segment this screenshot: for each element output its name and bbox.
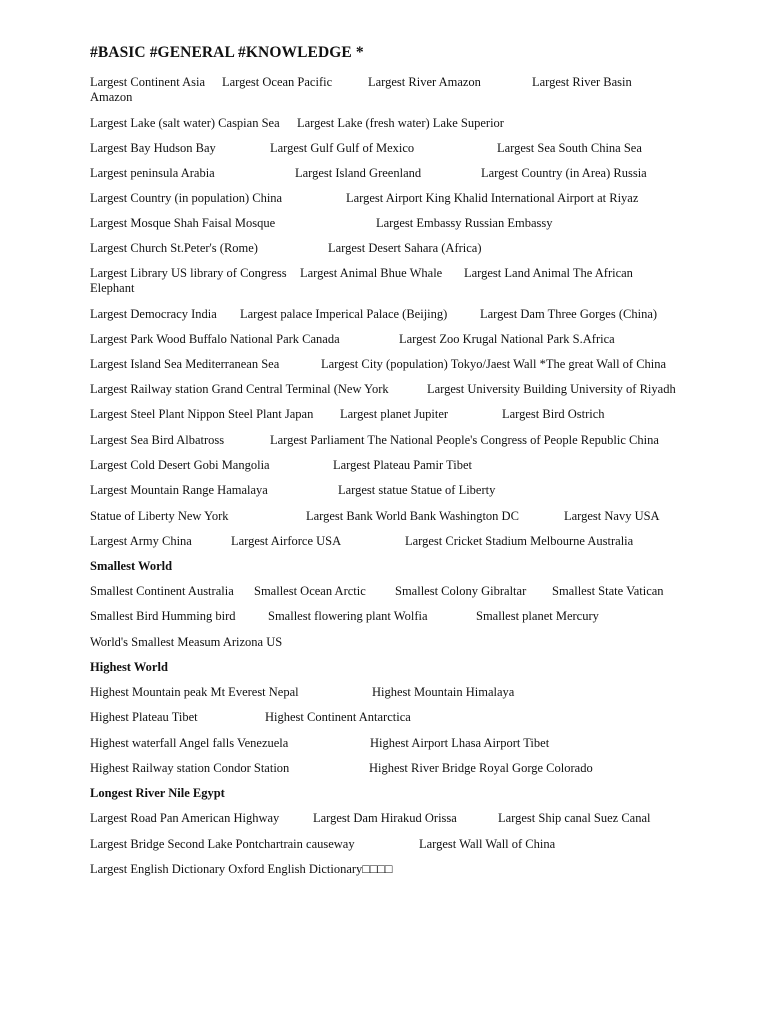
section-heading	[0, 557, 768, 575]
fact-item: Largest Army China	[90, 534, 192, 548]
fact-item: Largest Bird Ostrich	[502, 407, 605, 421]
fact-item: Largest Gulf Gulf of Mexico	[270, 141, 415, 155]
fact-item: Largest Bridge Second Lake Pontchartrain causeway	[90, 837, 355, 851]
fact-item: Largest palace Imperical Palace (Beijing)	[240, 307, 448, 321]
fact-item: Largest statue Statue of Liberty	[338, 483, 496, 497]
page-title: #BASIC #GENERAL #KNOWLEDGE *	[90, 44, 364, 61]
fact-row	[0, 683, 768, 701]
fact-item: Highest Continent Antarctica	[265, 710, 411, 724]
fact-item: Highest River Bridge Royal Gorge Colorado	[369, 761, 593, 775]
fact-item: Largest Dam Hirakud Orissa	[313, 811, 457, 825]
fact-item: Smallest Ocean Arctic	[254, 584, 366, 598]
fact-item: Largest Ocean Pacific	[222, 75, 333, 89]
fact-row	[0, 330, 768, 348]
fact-item: Largest Sea Bird Albatross	[90, 433, 225, 447]
fact-row	[0, 456, 768, 474]
fact-row	[0, 734, 768, 752]
fact-item: Smallest Bird Humming bird	[90, 609, 236, 623]
fact-item: Largest Bank World Bank Washington DC	[306, 509, 519, 523]
fact-row	[0, 214, 768, 232]
section-heading	[0, 784, 768, 802]
fact-item: Highest Plateau Tibet	[90, 710, 198, 724]
fact-row	[0, 507, 768, 525]
fact-item: Smallest Continent Australia	[90, 584, 234, 598]
fact-row	[0, 164, 768, 182]
fact-item: Largest Country (in population) China	[90, 191, 283, 205]
fact-item: Largest Steel Plant Nippon Steel Plant Japan	[90, 407, 314, 421]
section-heading-text: Smallest World	[90, 559, 173, 573]
fact-item: Largest Mosque Shah Faisal Mosque	[90, 216, 276, 230]
fact-item: Largest Desert Sahara (Africa)	[328, 241, 482, 255]
section-heading-text: Highest World	[90, 660, 168, 674]
fact-row	[0, 139, 768, 157]
fact-item: Largest Airforce USA	[231, 534, 342, 548]
wrapped-line	[0, 279, 768, 297]
fact-item: Largest River Basin	[532, 75, 632, 89]
fact-item: Largest Island Sea Mediterranean Sea	[90, 357, 280, 371]
fact-item: Largest Continent Asia	[90, 75, 206, 89]
fact-row	[0, 532, 768, 550]
fact-item: Largest Railway station Grand Central Terminal (New York	[90, 382, 389, 396]
fact-item: Highest Airport Lhasa Airport Tibet	[370, 736, 550, 750]
fact-row	[0, 355, 768, 373]
fact-row	[0, 809, 768, 827]
fact-item: Smallest planet Mercury	[476, 609, 599, 623]
fact-item: Largest Dam Three Gorges (China)	[480, 307, 658, 321]
fact-item: Largest Lake (fresh water) Lake Superior	[297, 116, 504, 130]
fact-item: Largest University Building University of Riyadh	[427, 382, 676, 396]
fact-row	[0, 405, 768, 423]
fact-item: Largest Navy USA	[564, 509, 660, 523]
fact-row	[0, 431, 768, 449]
fact-item: Largest Cricket Stadium Melbourne Australia	[405, 534, 634, 548]
fact-item: Largest Island Greenland	[295, 166, 422, 180]
fact-item: Largest Church St.Peter's (Rome)	[90, 241, 258, 255]
fact-item: Largest Bay Hudson Bay	[90, 141, 216, 155]
fact-item: Highest Railway station Condor Station	[90, 761, 290, 775]
fact-item: Largest Cold Desert Gobi Mangolia	[90, 458, 270, 472]
fact-item: Elephant	[90, 281, 135, 295]
fact-item: Largest Country (in Area) Russia	[481, 166, 647, 180]
fact-item: Smallest flowering plant Wolfia	[268, 609, 428, 623]
fact-row	[0, 582, 768, 600]
fact-row	[0, 759, 768, 777]
fact-item: World's Smallest Measum Arizona US	[90, 635, 283, 649]
fact-item: Largest Zoo Krugal National Park S.Africa	[399, 332, 615, 346]
fact-item: Largest Ship canal Suez Canal	[498, 811, 651, 825]
fact-item: Largest Animal Bhue Whale	[300, 266, 443, 280]
fact-item: Statue of Liberty New York	[90, 509, 229, 523]
fact-row	[0, 835, 768, 853]
fact-row	[0, 189, 768, 207]
fact-item: Largest Democracy India	[90, 307, 217, 321]
fact-item: Largest Land Animal The African	[464, 266, 633, 280]
fact-row	[0, 481, 768, 499]
fact-item: Largest planet Jupiter	[340, 407, 449, 421]
fact-item: Largest Airport King Khalid International Airport at Riyaz	[346, 191, 639, 205]
fact-item: Highest Mountain Himalaya	[372, 685, 515, 699]
fact-item: Largest Mountain Range Hamalaya	[90, 483, 268, 497]
fact-item: Largest Plateau Pamir Tibet	[333, 458, 472, 472]
fact-row	[0, 633, 768, 651]
section-heading	[0, 658, 768, 676]
fact-item: Largest City (population) Tokyo/Jaest Wall *The great Wall of China	[321, 357, 667, 371]
fact-item: Largest Park Wood Buffalo National Park Canada	[90, 332, 340, 346]
fact-item: Largest Library US library of Congress	[90, 266, 287, 280]
fact-item: Largest Parliament The National People's Congress of People Republic China	[270, 433, 659, 447]
fact-row	[0, 380, 768, 398]
fact-row	[0, 239, 768, 257]
fact-item: Largest Lake (salt water) Caspian Sea	[90, 116, 280, 130]
fact-row	[0, 305, 768, 323]
wrapped-line	[0, 88, 768, 106]
fact-item: Largest peninsula Arabia	[90, 166, 215, 180]
fact-row	[0, 607, 768, 625]
section-heading-text: Longest River Nile Egypt	[90, 786, 225, 800]
fact-item: Amazon	[90, 90, 133, 104]
fact-item: Largest Embassy Russian Embassy	[376, 216, 553, 230]
fact-item: Largest River Amazon	[368, 75, 481, 89]
fact-item: Smallest Colony Gibraltar	[395, 584, 527, 598]
fact-row	[0, 114, 768, 132]
fact-row	[0, 708, 768, 726]
fact-item: Largest English Dictionary Oxford English Dictionary□□□□	[90, 862, 393, 876]
fact-item: Largest Wall Wall of China	[419, 837, 556, 851]
fact-item: Largest Sea South China Sea	[497, 141, 642, 155]
fact-item: Smallest State Vatican	[552, 584, 664, 598]
fact-item: Highest Mountain peak Mt Everest Nepal	[90, 685, 299, 699]
fact-item: Largest Road Pan American Highway	[90, 811, 280, 825]
fact-item: Highest waterfall Angel falls Venezuela	[90, 736, 289, 750]
fact-row	[0, 860, 768, 878]
